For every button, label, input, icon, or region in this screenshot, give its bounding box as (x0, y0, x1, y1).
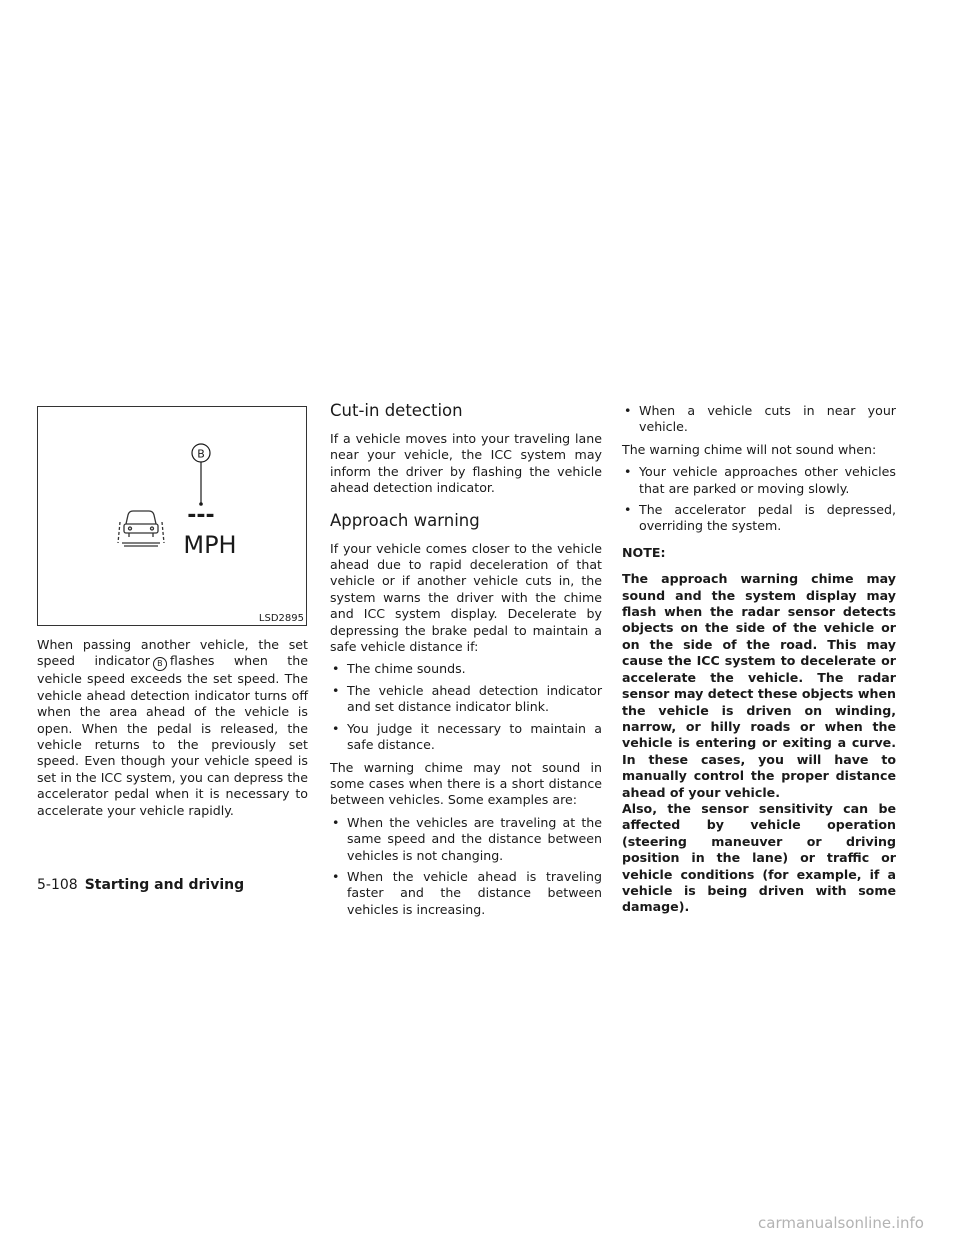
column-2 (330, 401, 602, 924)
heading-cut-in-detection: Cut-in detection (330, 401, 463, 420)
section-title: Starting and driving (84, 877, 245, 893)
note-body (622, 571, 896, 916)
heading-approach-warning: Approach warning (330, 510, 480, 530)
list-item: • You judge it necessary to maintain a safe distance. (330, 721, 602, 754)
figure-drawing (38, 407, 308, 627)
vehicle-ahead-icon (118, 511, 164, 546)
figure-code: LSD2895 (258, 613, 304, 624)
list-examples (330, 815, 602, 918)
list-no-chime-conditions (622, 464, 896, 535)
figure-set-speed-display (37, 406, 307, 626)
list-item: • When a vehicle cuts in near your vehicle. (622, 403, 896, 436)
paragraph-passing-end: flashes when the vehicle speed exceeds the set speed. The vehicle ahead detection indicator turns off when the area ahead of the vehicle is open. When the pedal is released, the vehicle returns to the previously set speed. Even though your vehicle speed is set in the ICC system, you can depress the accelerator pedal when it is necessary to accelerate your vehicle rapidly. (37, 653, 308, 818)
list-item: • The vehicle ahead detection indicator and set distance indicator blink. (330, 683, 602, 716)
watermark: carmanualsonline.info (758, 1214, 924, 1232)
page-number: 5-108 (37, 877, 78, 893)
paragraph-chime-may-not-sound: The warning chime may not sound in some cases when there is a short distance between vehicles. Some examples are: (330, 759, 602, 808)
paragraph-passing (37, 637, 308, 819)
speed-dashes: --- (187, 503, 215, 528)
paragraph-cut-in: If a vehicle moves into your traveling lane near your vehicle, the ICC system may inform the driver by flashing the vehicle ahead detection indicator. (330, 431, 602, 496)
page-footer (37, 877, 244, 893)
list-item: • When the vehicles are traveling at the same speed and the distance between vehicles is not changing. (330, 815, 602, 864)
callout-b-label: B (197, 447, 205, 461)
paragraph-passing-start: When passing another vehicle, the set speed indicator (37, 637, 308, 669)
list-examples-continued (622, 403, 896, 436)
inline-callout-b: B (153, 657, 167, 671)
column-3 (622, 403, 896, 916)
note-paragraph-1: The approach warning chime may sound and the system display may flash when the radar sensor detects objects on the side of the vehicle or on the side of the road. This may cause the ICC system to decelerate or accelerate the vehicle. The radar sensor may detect these objects when the vehicle is driven on winding, narrow, or hilly roads or when the vehicle is entering or exiting a curve. In these cases, you will have to manually control the proper distance ahead of your vehicle. (622, 571, 896, 800)
note-paragraph-2: Also, the sensor sensitivity can be affected by vehicle operation (steering maneuver or driving position in the lane) or traffic or vehicle conditions (for example, if a vehicle is being driven with some damage). (622, 800, 896, 915)
list-item: • Your vehicle approaches other vehicles that are parked or moving slowly. (622, 464, 896, 497)
list-item: • The accelerator pedal is depressed, overriding the system. (622, 502, 896, 535)
list-item: • When the vehicle ahead is traveling faster and the distance between vehicles is increasing. (330, 869, 602, 918)
paragraph-chime-will-not-sound: The warning chime will not sound when: (622, 441, 877, 457)
list-decelerate-conditions (330, 661, 602, 753)
speed-unit: MPH (183, 531, 237, 559)
column-1 (37, 637, 308, 825)
list-item: • The chime sounds. (330, 661, 602, 677)
note-label: NOTE: (622, 544, 666, 560)
paragraph-approach: If your vehicle comes closer to the vehicle ahead due to rapid deceleration of that vehicle or if another vehicle cuts in, the system warns the driver with the chime and ICC system display. Decelerate by depressing the brake pedal to maintain a safe vehicle distance if: (330, 540, 602, 655)
